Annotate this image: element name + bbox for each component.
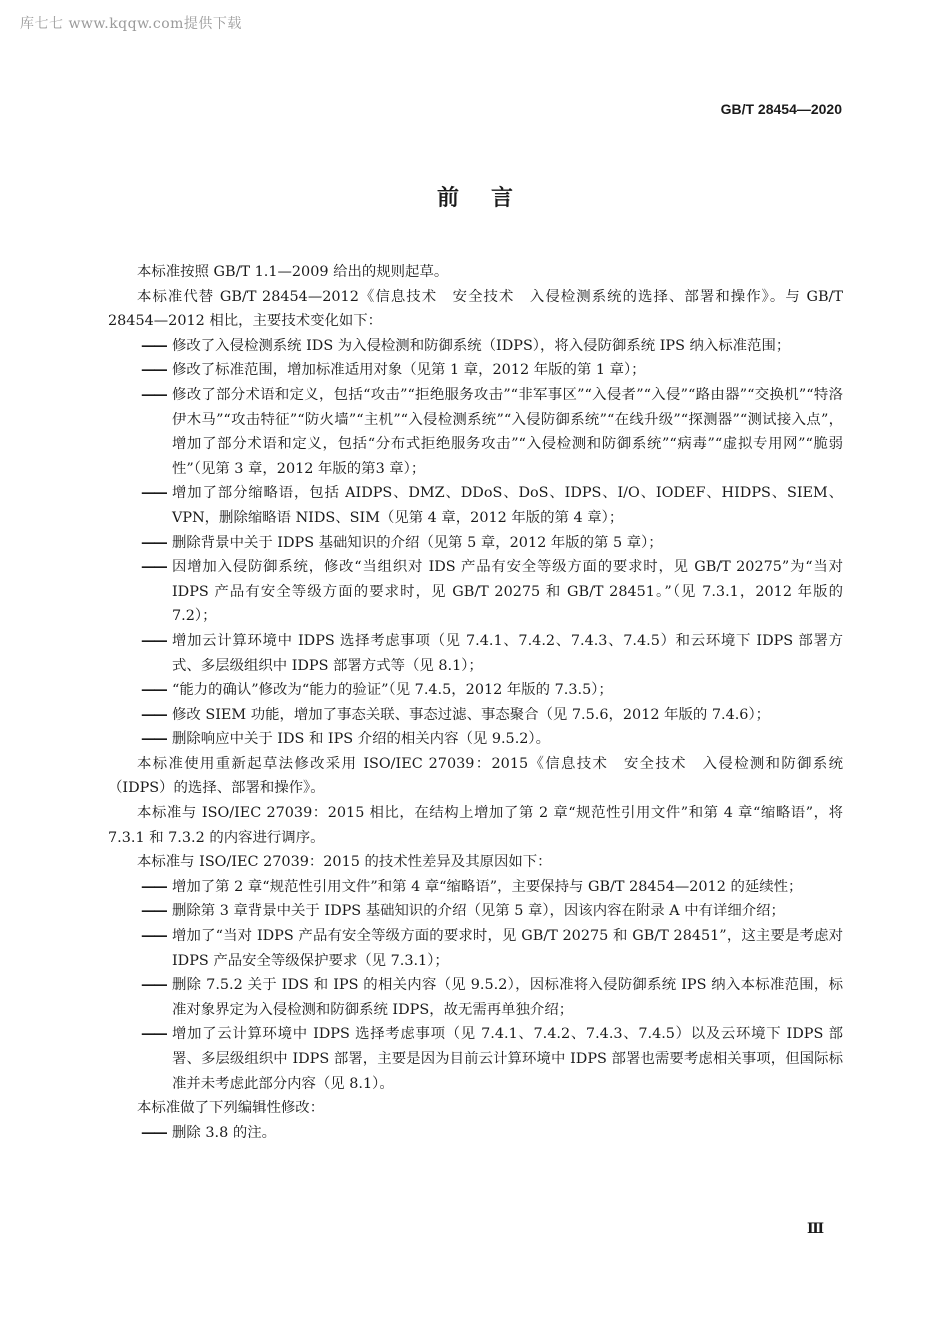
- standard-code: GB/T 28454—2020: [720, 101, 842, 117]
- list-item: —— 增加了云计算环境中 IDPS 选择考虑事项（见 7.4.1、7.4.2、7.4.3、7.4.5）以及云环境下 IDPS 部署、多层级组织中 IDPS 部署，主要是因为目前云计算环境中 IDPS 部署也需要考虑相关事项，但国际标准并未考虑此部分内容（见 8.1）。: [141, 1025, 843, 1092]
- page-number: Ⅲ: [806, 1221, 824, 1237]
- list-item: —— 增加了“当对 IDPS 产品有安全等级方面的要求时，见 GB/T 20275 和 GB/T 28451”，这主要是考虑对 IDPS 产品安全等级保护要求（见 7.3.1）；: [141, 927, 843, 969]
- paragraph: 本标准与 ISO/IEC 27039：2015 相比，在结构上增加了第 2 章“规范性引用文件”和第 4 章“缩略语”，将 7.3.1 和 7.3.2 的内容进行调序。: [108, 805, 843, 846]
- list-item: —— 增加云计算环境中 IDPS 选择考虑事项（见 7.4.1、7.4.2、7.4.3、7.4.5）和云环境下 IDPS 部署方式、多层级组织中 IDPS 部署方式等（见 8.1）；: [141, 631, 843, 674]
- list-item: —— 删除响应中关于 IDS 和 IPS 介绍的相关内容（见 9.5.2）。: [141, 730, 551, 748]
- paragraph: 本标准使用重新起草法修改采用 ISO/IEC 27039：2015《信息技术 安全技术 入侵检测和防御系统（IDPS）的选择、部署和操作》。: [108, 755, 843, 797]
- paragraph: 本标准做了下列编辑性修改：: [137, 1100, 325, 1117]
- watermark: 库七七 www.kqqw.com提供下载: [20, 16, 242, 32]
- list-item: —— 删除 3.8 的注。: [141, 1123, 276, 1141]
- list-item: —— 修改了入侵检测系统 IDS 为入侵检测和防御系统（IDPS），将入侵防御系统 IPS 纳入标准范围；: [141, 336, 791, 354]
- document-body: [108, 260, 843, 1145]
- list-item: —— 删除第 3 章背景中关于 IDPS 基础知识的介绍（见第 5 章），因该内容在附录 A 中有详细介绍；: [141, 902, 785, 920]
- list-item: —— 增加了第 2 章“规范性引用文件”和第 4 章“缩略语”，主要保持与 GB/T 28454—2012 的延续性；: [141, 877, 803, 895]
- list-item: —— 删除 7.5.2 关于 IDS 和 IPS 的相关内容（见 9.5.2），因标准将入侵防御系统 IPS 纳入本标准范围，标准对象界定为入侵检测和防御系统 IDPS，故无需再单独介绍；: [141, 976, 843, 1018]
- list-item: —— 修改 SIEM 功能，增加了事态关联、事态过滤、事态聚合（见 7.5.6，2012 年版的 7.4.6）；: [141, 705, 771, 723]
- page-title: 前言: [436, 185, 545, 211]
- list-item: —— 增加了部分缩略语，包括 AIDPS、DMZ、DDoS、DoS、IDPS、I/O、IODEF、HIDPS、SIEM、VPN，删除缩略语 NIDS、SIM（见第 4 章，2012 年版的第 4 章）；: [141, 484, 843, 526]
- list-item: —— “能力的确认”修改为“能力的验证”（见 7.4.5，2012 年版的 7.3.5）；: [141, 681, 613, 699]
- list-item: —— 修改了标准范围，增加标准适用对象（见第 1 章，2012 年版的第 1 章）；: [141, 361, 646, 379]
- list-item: —— 删除背景中关于 IDPS 基础知识的介绍（见第 5 章，2012 年版的第 5 章）；: [141, 533, 663, 551]
- paragraph: 本标准按照 GB/T 1.1—2009 给出的规则起草。: [137, 264, 449, 280]
- list-item: —— 因增加入侵防御系统，修改“当组织对 IDS 产品有安全等级方面的要求时，见 GB/T 20275”为“当对 IDPS 产品有安全等级方面的要求时，见 GB/T 20275 和 GB/T 28451。”（见 7.3.1，2012 年版的 7.2）；: [141, 558, 843, 625]
- list-item: —— 修改了部分术语和定义，包括“攻击”“拒绝服务攻击”“非军事区”“入侵者”“入侵”“路由器”“交换机”“特洛伊木马”“攻击特征”“防火墙”“主机”“入侵检测系统”“入侵防御系统”“在线升级”“探测器”“测试接入点”，增加了部分术语和定义，包括“分布式拒绝服务攻击”“入侵检测和防御系统”“病毒”“虚拟专用网”“脆弱性”（见第 3 章，2012 年版的第3 章）；: [141, 385, 843, 477]
- paragraph: 本标准与 ISO/IEC 27039：2015 的技术性差异及其原因如下：: [137, 854, 552, 871]
- paragraph: 本标准代替 GB/T 28454—2012《信息技术 安全技术 入侵检测系统的选择、部署和操作》。与 GB/T 28454—2012 相比，主要技术变化如下：: [108, 288, 843, 330]
